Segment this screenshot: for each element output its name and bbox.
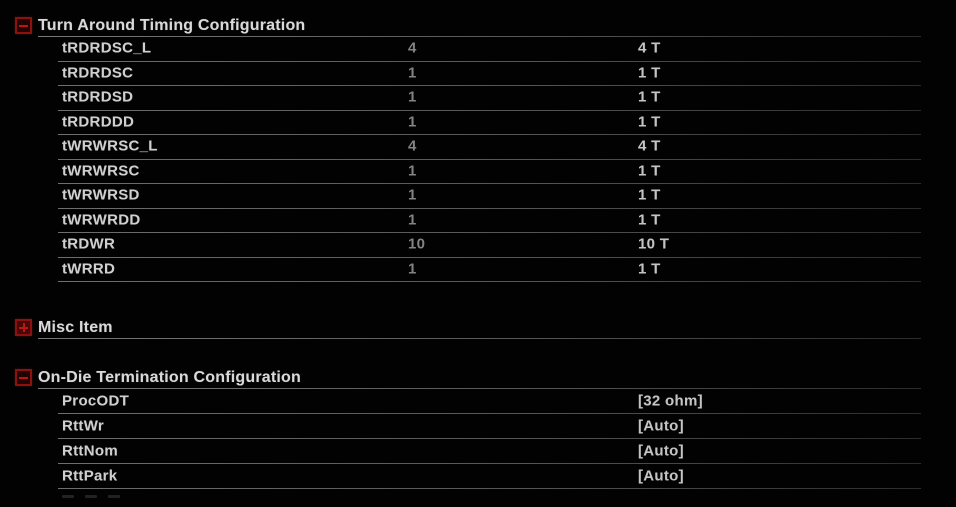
setting-value: 1 T: [638, 64, 661, 82]
setting-current-value: 1: [408, 113, 417, 131]
clipped-row-fragment: [62, 495, 120, 500]
section-title: Misc Item: [38, 318, 113, 336]
setting-label: ProcODT: [62, 392, 130, 410]
section-title: Turn Around Timing Configuration: [38, 16, 306, 34]
setting-label: RttNom: [62, 442, 118, 460]
setting-value: 4 T: [638, 137, 661, 155]
setting-label: RttPark: [62, 467, 118, 485]
setting-label: tRDWR: [62, 235, 116, 253]
setting-row[interactable]: [58, 464, 921, 489]
setting-row[interactable]: [58, 389, 921, 414]
setting-label: RttWr: [62, 417, 105, 435]
setting-current-value: 4: [408, 137, 417, 155]
setting-label: tWRRD: [62, 260, 116, 278]
section-header[interactable]: [15, 14, 921, 37]
setting-current-value: 4: [408, 39, 417, 57]
setting-value: 1 T: [638, 211, 661, 229]
setting-label: tWRWRSD: [62, 186, 140, 204]
settings-section: [0, 316, 956, 339]
setting-row[interactable]: [58, 86, 921, 111]
setting-current-value: 1: [408, 260, 417, 278]
setting-current-value: 1: [408, 64, 417, 82]
setting-value: 4 T: [638, 39, 661, 57]
setting-label: tRDRDDD: [62, 113, 135, 131]
setting-row[interactable]: [58, 160, 921, 185]
setting-value: [Auto]: [638, 417, 684, 435]
setting-row[interactable]: [58, 62, 921, 87]
setting-value: 1 T: [638, 162, 661, 180]
settings-section: [0, 366, 956, 489]
setting-value: 1 T: [638, 186, 661, 204]
setting-current-value: 10: [408, 235, 426, 253]
setting-row[interactable]: [58, 184, 921, 209]
setting-row[interactable]: [58, 111, 921, 136]
setting-label: tRDRDSC: [62, 64, 134, 82]
setting-value: [32 ohm]: [638, 392, 703, 410]
section-rows: [0, 389, 956, 489]
setting-row[interactable]: [58, 209, 921, 234]
setting-current-value: 1: [408, 88, 417, 106]
settings-section: [0, 14, 956, 282]
section-rows: [0, 37, 956, 282]
setting-value: 1 T: [638, 88, 661, 106]
setting-value: 1 T: [638, 260, 661, 278]
setting-row[interactable]: [58, 414, 921, 439]
setting-current-value: 1: [408, 211, 417, 229]
setting-value: [Auto]: [638, 467, 684, 485]
setting-label: tRDRDSC_L: [62, 39, 152, 57]
setting-label: tWRWRSC: [62, 162, 140, 180]
setting-current-value: 1: [408, 186, 417, 204]
setting-row[interactable]: [58, 135, 921, 160]
collapse-icon[interactable]: [15, 369, 32, 386]
section-header[interactable]: [15, 366, 921, 389]
setting-value: 10 T: [638, 235, 670, 253]
setting-label: tWRWRSC_L: [62, 137, 158, 155]
expand-icon[interactable]: [15, 319, 32, 336]
section-title: On-Die Termination Configuration: [38, 368, 301, 386]
setting-label: tRDRDSD: [62, 88, 134, 106]
setting-row[interactable]: [58, 37, 921, 62]
setting-current-value: 1: [408, 162, 417, 180]
setting-row[interactable]: [58, 233, 921, 258]
setting-label: tWRWRDD: [62, 211, 141, 229]
setting-value: 1 T: [638, 113, 661, 131]
setting-value: [Auto]: [638, 442, 684, 460]
section-header[interactable]: [15, 316, 921, 339]
setting-row[interactable]: [58, 439, 921, 464]
collapse-icon[interactable]: [15, 17, 32, 34]
setting-row[interactable]: [58, 258, 921, 283]
